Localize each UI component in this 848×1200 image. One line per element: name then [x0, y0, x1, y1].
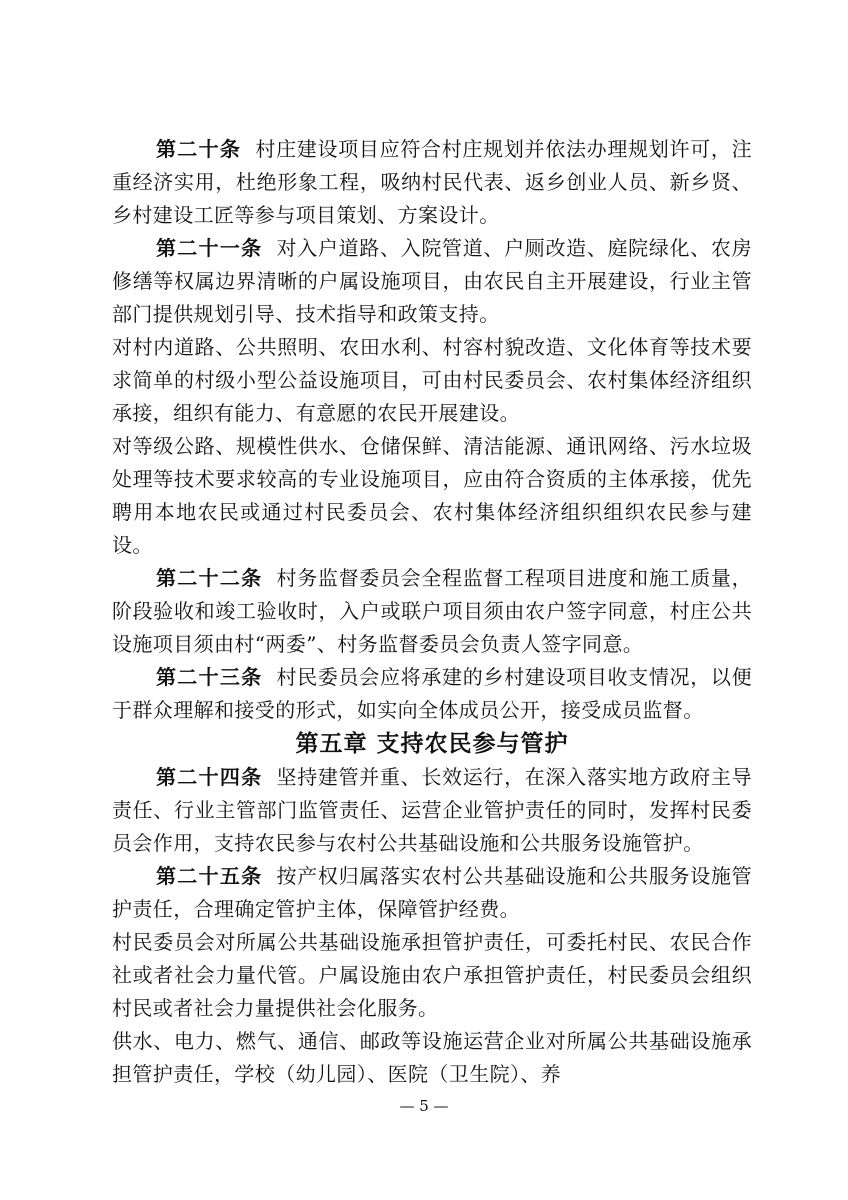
article-24: [112, 761, 752, 860]
article-20: [112, 133, 752, 232]
article-number: 第二十五条: [156, 864, 263, 888]
article-number: 第二十一条: [156, 236, 263, 260]
article-text: 村庄建设项目应符合村庄规划并依法办理规划许可，注重经济实用，杜绝形象工程，吸纳村民代表、返乡创业人员、新乡贤、乡村建设工匠等参与项目策划、方案设计。: [112, 137, 753, 227]
article-21-paragraph-2: 对村内道路、公共照明、农田水利、村容村貌改造、文化体育等技术要求简单的村级小型公益设施项目，可由村民委员会、农村集体经济组织承接，组织有能力、有意愿的农民开展建设。: [112, 335, 752, 425]
chapter-heading: 第五章 支持农民参与管护: [295, 731, 569, 757]
article-text: 村务监督委员会全程监督工程项目进度和施工质量，阶段验收和竣工验收时，入户或联户项目须由农户签字同意，村庄公共设施项目须由村“两委”、村务监督委员会负责人签字同意。: [112, 566, 753, 656]
article-number: 第二十三条: [156, 665, 263, 689]
article-25: [112, 860, 752, 926]
article-text: 村民委员会应将承建的乡村建设项目收支情况，以便于群众理解和接受的形式，如实向全体成员公开，接受成员监督。: [112, 665, 753, 722]
document-page: [112, 133, 752, 1091]
article-number: 第二十二条: [156, 566, 263, 590]
article-22: [112, 562, 752, 661]
article-text: 对入户道路、入院管道、户厕改造、庭院绿化、农房修缮等权属边界清晰的户属设施项目，由农民自主开展建设，行业主管部门提供规划引导、技术指导和政策支持。: [112, 236, 753, 326]
article-21: [112, 232, 752, 331]
article-25-paragraph-2: 村民委员会对所属公共基础设施承担管护责任，可委托村民、农民合作社或者社会力量代管。户属设施由农户承担管护责任，村民委员会组织村民或者社会力量提供社会化服务。: [112, 930, 752, 1020]
article-text: 按产权归属落实农村公共基础设施和公共服务设施管护责任，合理确定管护主体，保障管护经费。: [112, 864, 753, 921]
article-number: 第二十条: [156, 137, 242, 161]
article-number: 第二十四条: [156, 765, 263, 789]
article-21-paragraph-3: 对等级公路、规模性供水、仓储保鲜、清洁能源、通讯网络、污水垃圾处理等技术要求较高的专业设施项目，应由符合资质的主体承接，优先聘用本地农民或通过村民委员会、农村集体经济组织组织农民参与建设。: [112, 434, 752, 557]
article-23: [112, 661, 752, 727]
article-text: 坚持建管并重、长效运行，在深入落实地方政府主导责任、行业主管部门监管责任、运营企业管护责任的同时，发挥村民委员会作用，支持农民参与农村公共基础设施和公共服务设施管护。: [112, 765, 753, 855]
page-number: — 5 —: [399, 1097, 449, 1115]
article-25-paragraph-3: 供水、电力、燃气、通信、邮政等设施运营企业对所属公共基础设施承担管护责任，学校（幼儿园）、医院（卫生院）、养: [112, 1029, 752, 1086]
